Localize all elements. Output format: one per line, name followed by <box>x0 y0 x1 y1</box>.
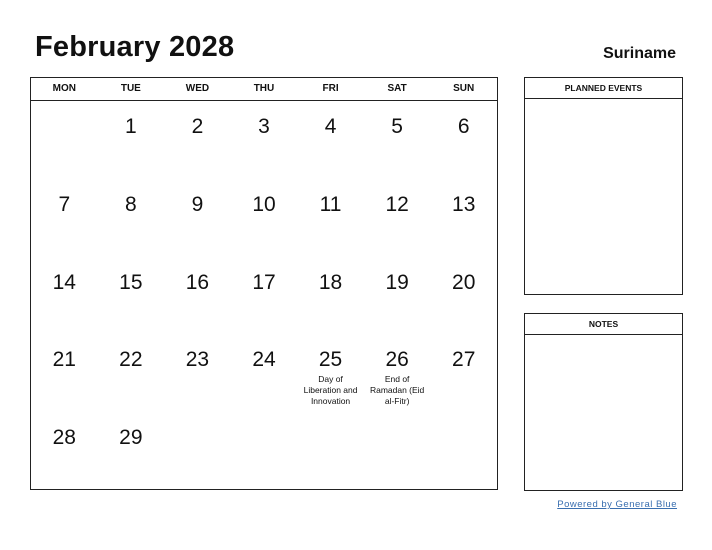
day-cell <box>231 257 298 335</box>
day-number: 21 <box>52 348 76 372</box>
day-cell <box>164 412 231 490</box>
holiday-label: Day of Liberation and Innovation <box>303 374 358 407</box>
weekday-tue: TUE <box>120 83 141 94</box>
day-number: 14 <box>52 270 76 294</box>
day-cell <box>31 101 98 179</box>
day-number: 3 <box>258 115 270 138</box>
day-number: 18 <box>318 270 343 294</box>
weekday-wed: WED <box>185 83 210 94</box>
day-cell <box>297 179 364 257</box>
day-number: 12 <box>385 192 409 216</box>
day-number: 8 <box>125 192 137 216</box>
day-number: 2 <box>191 115 204 138</box>
day-number: 28 <box>52 426 76 450</box>
powered-by-link[interactable]: Powered by General Blue <box>557 499 677 510</box>
day-number: 10 <box>252 192 276 216</box>
weekday-header <box>31 78 497 101</box>
weekday-sat: SAT <box>387 83 407 94</box>
day-number: 24 <box>252 348 276 372</box>
day-cell <box>31 334 98 412</box>
day-cell <box>297 412 364 490</box>
day-cell <box>98 412 165 490</box>
day-number: 19 <box>385 270 409 294</box>
day-number: 26 <box>385 348 409 372</box>
day-number: 15 <box>119 270 143 294</box>
day-cell <box>98 179 165 257</box>
day-cell <box>164 179 231 257</box>
day-cell <box>231 179 298 257</box>
weekday-fri: FRI <box>322 83 339 94</box>
day-cell <box>31 257 98 335</box>
day-cell <box>364 257 431 335</box>
day-cell <box>297 101 364 179</box>
day-cell <box>231 412 298 490</box>
notes-panel <box>524 313 683 491</box>
day-number: 6 <box>457 115 470 138</box>
page-title: February 2028 <box>35 31 235 63</box>
day-number: 25 <box>318 348 343 372</box>
day-cell <box>364 179 431 257</box>
day-number: 13 <box>452 192 476 216</box>
day-number: 9 <box>191 192 204 216</box>
day-cell <box>164 101 231 179</box>
day-number: 16 <box>185 270 210 294</box>
day-number: 22 <box>119 348 143 372</box>
day-cell <box>430 179 497 257</box>
day-cell <box>98 257 165 335</box>
day-cell <box>31 179 98 257</box>
day-number: 20 <box>452 270 476 294</box>
day-cell <box>364 334 431 412</box>
day-cell <box>98 334 165 412</box>
planned-events-panel <box>524 77 683 295</box>
day-number: 27 <box>452 348 476 372</box>
day-number: 29 <box>119 426 143 450</box>
day-number: 1 <box>125 115 137 138</box>
calendar-days <box>31 101 497 490</box>
day-cell <box>164 257 231 335</box>
day-number: 5 <box>391 115 403 138</box>
day-cell <box>98 101 165 179</box>
weekday-mon: MON <box>52 83 76 94</box>
country-name: Suriname <box>603 45 676 62</box>
day-number: 17 <box>252 270 276 294</box>
day-cell <box>297 334 364 412</box>
planned-events-heading: PLANNED EVENTS <box>525 78 682 99</box>
day-cell <box>364 101 431 179</box>
day-number: 11 <box>319 192 342 216</box>
day-cell <box>31 412 98 490</box>
day-number: 4 <box>324 115 337 138</box>
day-cell <box>430 412 497 490</box>
day-cell <box>231 334 298 412</box>
day-number: 7 <box>58 192 71 216</box>
weekday-thu: THU <box>253 83 275 94</box>
day-cell <box>430 257 497 335</box>
day-number: 23 <box>185 348 210 372</box>
day-cell <box>430 101 497 179</box>
weekday-sun: SUN <box>453 83 475 94</box>
day-cell <box>231 101 298 179</box>
notes-heading: NOTES <box>525 314 682 335</box>
day-cell <box>297 257 364 335</box>
day-cell <box>430 334 497 412</box>
calendar-grid <box>30 77 498 490</box>
day-cell <box>364 412 431 490</box>
holiday-label: End of Ramadan (Eid al-Fitr) <box>369 374 425 407</box>
day-cell <box>164 334 231 412</box>
